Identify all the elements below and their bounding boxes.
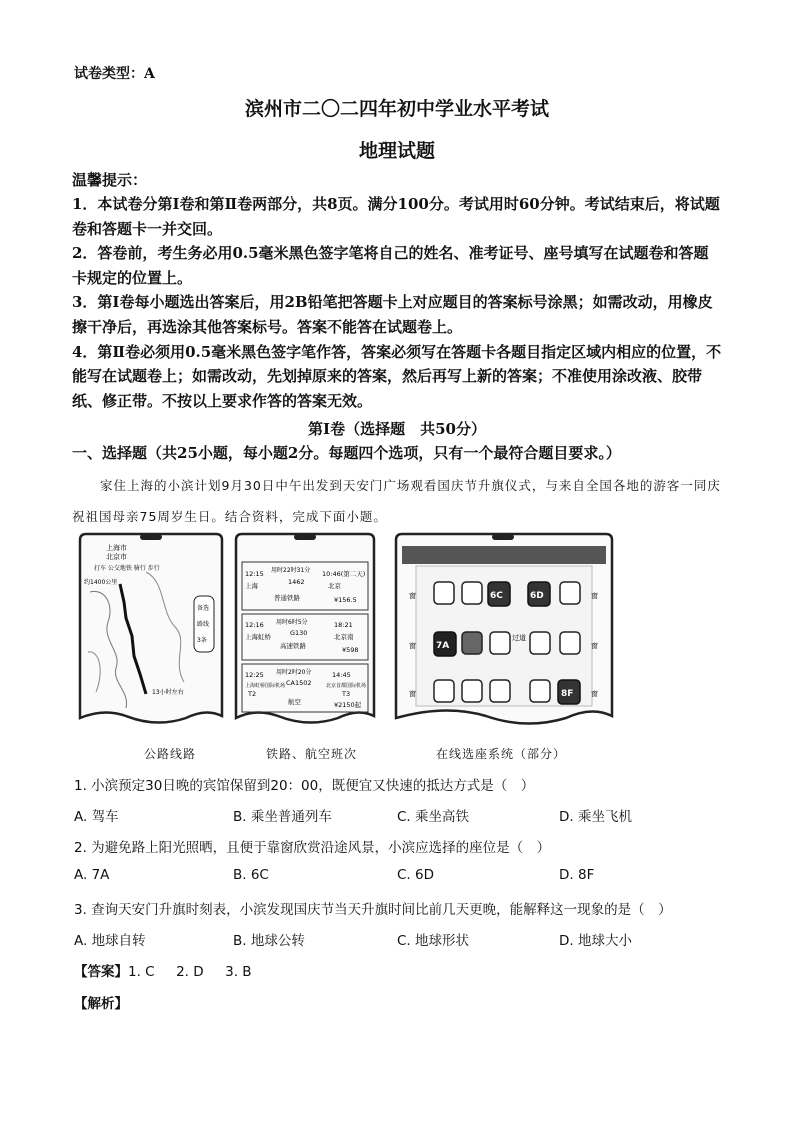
- train-2-number: G130: [290, 629, 308, 637]
- road-map-figure: [80, 534, 222, 723]
- train-1-dep-time: 12:15: [245, 570, 264, 578]
- q3-option-c[interactable]: C. 地球形状: [397, 933, 470, 949]
- answer-1: 1. C: [128, 964, 155, 980]
- train-1-type: 普通铁路: [274, 594, 300, 602]
- exam-title: 滨州市二〇二四年初中学业水平考试: [244, 98, 549, 120]
- note-item-4: 4．第Ⅱ卷必须用0.5毫米黑色签字笔作答，答案必须写在答题卡各题目指定区域内相应的位置，不能写在试题卷上；如需改动，先划掉原来的答案，然后再写上新的答案；不准使用涂改液、胶带纸、修正带。不按以上要求作答的答案无效。: [72, 342, 722, 410]
- question-2-stem: 2. 为避免路上阳光照晒，且便于靠窗欣赏沿途风景，小滨应选择的座位是（ ）: [74, 840, 551, 856]
- map-from: 上海市: [106, 544, 127, 552]
- notes-heading: 温馨提示：: [72, 171, 148, 189]
- figure-group: [76, 532, 616, 732]
- answer-line: [74, 960, 252, 980]
- flight-dep: 上海虹桥国际机场: [245, 683, 286, 689]
- q2-option-d[interactable]: D. 8F: [559, 867, 595, 883]
- note-item-2: 2．答卷前，考生务必用0.5毫米黑色签字笔将自己的姓名、准考证号、座号填写在试题卷和答题卡规定的位置上。: [72, 244, 709, 287]
- map-duration: 13小时左右: [152, 689, 184, 696]
- q3-option-a[interactable]: A. 地球自转: [74, 933, 146, 949]
- map-modes: 打车 公交地铁 骑行 步行: [94, 565, 160, 572]
- window-label-6: 窗: [591, 690, 598, 698]
- q1-option-d[interactable]: D. 乘坐飞机: [559, 809, 632, 825]
- notes-block: [72, 168, 722, 413]
- section-heading: 一、选择题（共25小题，每小题2分。每题四个选项，只有一个最符合题目要求。）: [72, 444, 621, 462]
- caption-road: 公路线路: [144, 747, 197, 761]
- train-1-price: ¥156.5: [334, 596, 357, 604]
- aisle-label: 过道: [512, 634, 526, 642]
- answer-3: 3. B: [225, 964, 252, 980]
- train-1-dep: 上海: [245, 582, 258, 590]
- q3-option-b[interactable]: B. 地球公转: [233, 933, 305, 949]
- q1-option-c[interactable]: C. 乘坐高铁: [397, 809, 470, 825]
- window-label-5: 窗: [591, 642, 598, 650]
- seat-map-figure: [396, 534, 612, 724]
- map-distance: 约1400公里: [84, 579, 118, 586]
- seat-6c-label: 6C: [490, 591, 503, 601]
- train-1-duration: 用时22时31分: [271, 567, 311, 574]
- flight-terminal-dep: T2: [248, 690, 257, 698]
- note-item-3: 3．第Ⅰ卷每小题选出答案后，用2B铅笔把答题卡上对应题目的答案标号涂黑；如需改动，用橡皮擦干净后，再选涂其他答案标号。答案不能答在试题卷上。: [72, 293, 713, 336]
- flight-price: ¥2150起: [334, 701, 362, 709]
- train-2-dep-time: 12:16: [245, 621, 264, 629]
- train-2-duration: 用时6时5分: [276, 619, 308, 626]
- exam-subtitle: 地理试题: [358, 140, 435, 162]
- answer-2: 2. D: [176, 964, 204, 980]
- flight-arr: 北京首都国际机场: [326, 683, 367, 689]
- flight-number: CA1502: [286, 679, 312, 687]
- paper-type: 试卷类型：A: [74, 66, 155, 82]
- caption-schedule: 铁路、航空班次: [266, 747, 358, 761]
- map-to: 北京市: [106, 553, 127, 561]
- flight-type: 航空: [288, 698, 301, 706]
- schedule-figure: [236, 534, 374, 723]
- question-3-stem: 3. 查询天安门升旗时刻表，小滨发现国庆节当天升旗时间比前几天更晚，能解释这一现象的是（ ）: [74, 902, 672, 918]
- flight-dep-time: 12:25: [245, 671, 264, 679]
- train-2-price: ¥598: [342, 646, 359, 654]
- train-1-arr: 北京: [328, 582, 341, 590]
- seat-8f-label: 8F: [561, 689, 574, 699]
- train-2-dep: 上海虹桥: [245, 633, 271, 641]
- q2-option-a[interactable]: A. 7A: [74, 867, 110, 883]
- q2-option-b[interactable]: B. 6C: [233, 867, 269, 883]
- map-side-1: 备选: [197, 605, 210, 612]
- seat-7a-label: 7A: [436, 641, 450, 651]
- q1-option-a[interactable]: A. 驾车: [74, 809, 119, 825]
- scenario-intro: 家住上海的小滨计划9月30日中午出发到天安门广场观看国庆节升旗仪式，与来自全国各地的游客一同庆祝祖国母亲75周岁生日。结合资料，完成下面小题。: [72, 478, 721, 524]
- volume-heading: 第Ⅰ卷（选择题 共50分）: [308, 420, 486, 438]
- window-label-1: 窗: [409, 592, 416, 600]
- answer-label: 【答案】: [74, 964, 128, 980]
- train-1-arr-time: 10:46(第二天): [322, 570, 366, 578]
- q1-option-b[interactable]: B. 乘坐普通列车: [233, 809, 332, 825]
- q2-option-c[interactable]: C. 6D: [397, 867, 434, 883]
- map-side-3: 3条: [197, 637, 207, 644]
- question-1-stem: 1. 小滨预定30日晚的宾馆保留到20：00，既便宜又快速的抵达方式是（ ）: [74, 778, 535, 794]
- flight-terminal-arr: T3: [342, 690, 351, 698]
- window-label-2: 窗: [409, 642, 416, 650]
- train-2-arr: 北京南: [334, 633, 354, 641]
- train-2-type: 高速铁路: [280, 642, 306, 650]
- window-label-4: 窗: [591, 592, 598, 600]
- note-item-1: 1．本试卷分第Ⅰ卷和第Ⅱ卷两部分，共8页。满分100分。考试用时60分钟。考试结束后，将试题卷和答题卡一并交回。: [72, 195, 720, 238]
- flight-duration: 用时2时20分: [276, 669, 312, 676]
- q3-option-d[interactable]: D. 地球大小: [559, 933, 632, 949]
- train-2-arr-time: 18:21: [334, 621, 353, 629]
- train-1-number: 1462: [288, 578, 305, 586]
- analysis-label: 【解析】: [74, 996, 128, 1012]
- seat-6d-label: 6D: [530, 591, 544, 601]
- window-label-3: 窗: [409, 690, 416, 698]
- flight-arr-time: 14:45: [332, 671, 351, 679]
- map-side-2: 路线: [197, 621, 210, 628]
- caption-seats: 在线选座系统（部分）: [436, 747, 567, 761]
